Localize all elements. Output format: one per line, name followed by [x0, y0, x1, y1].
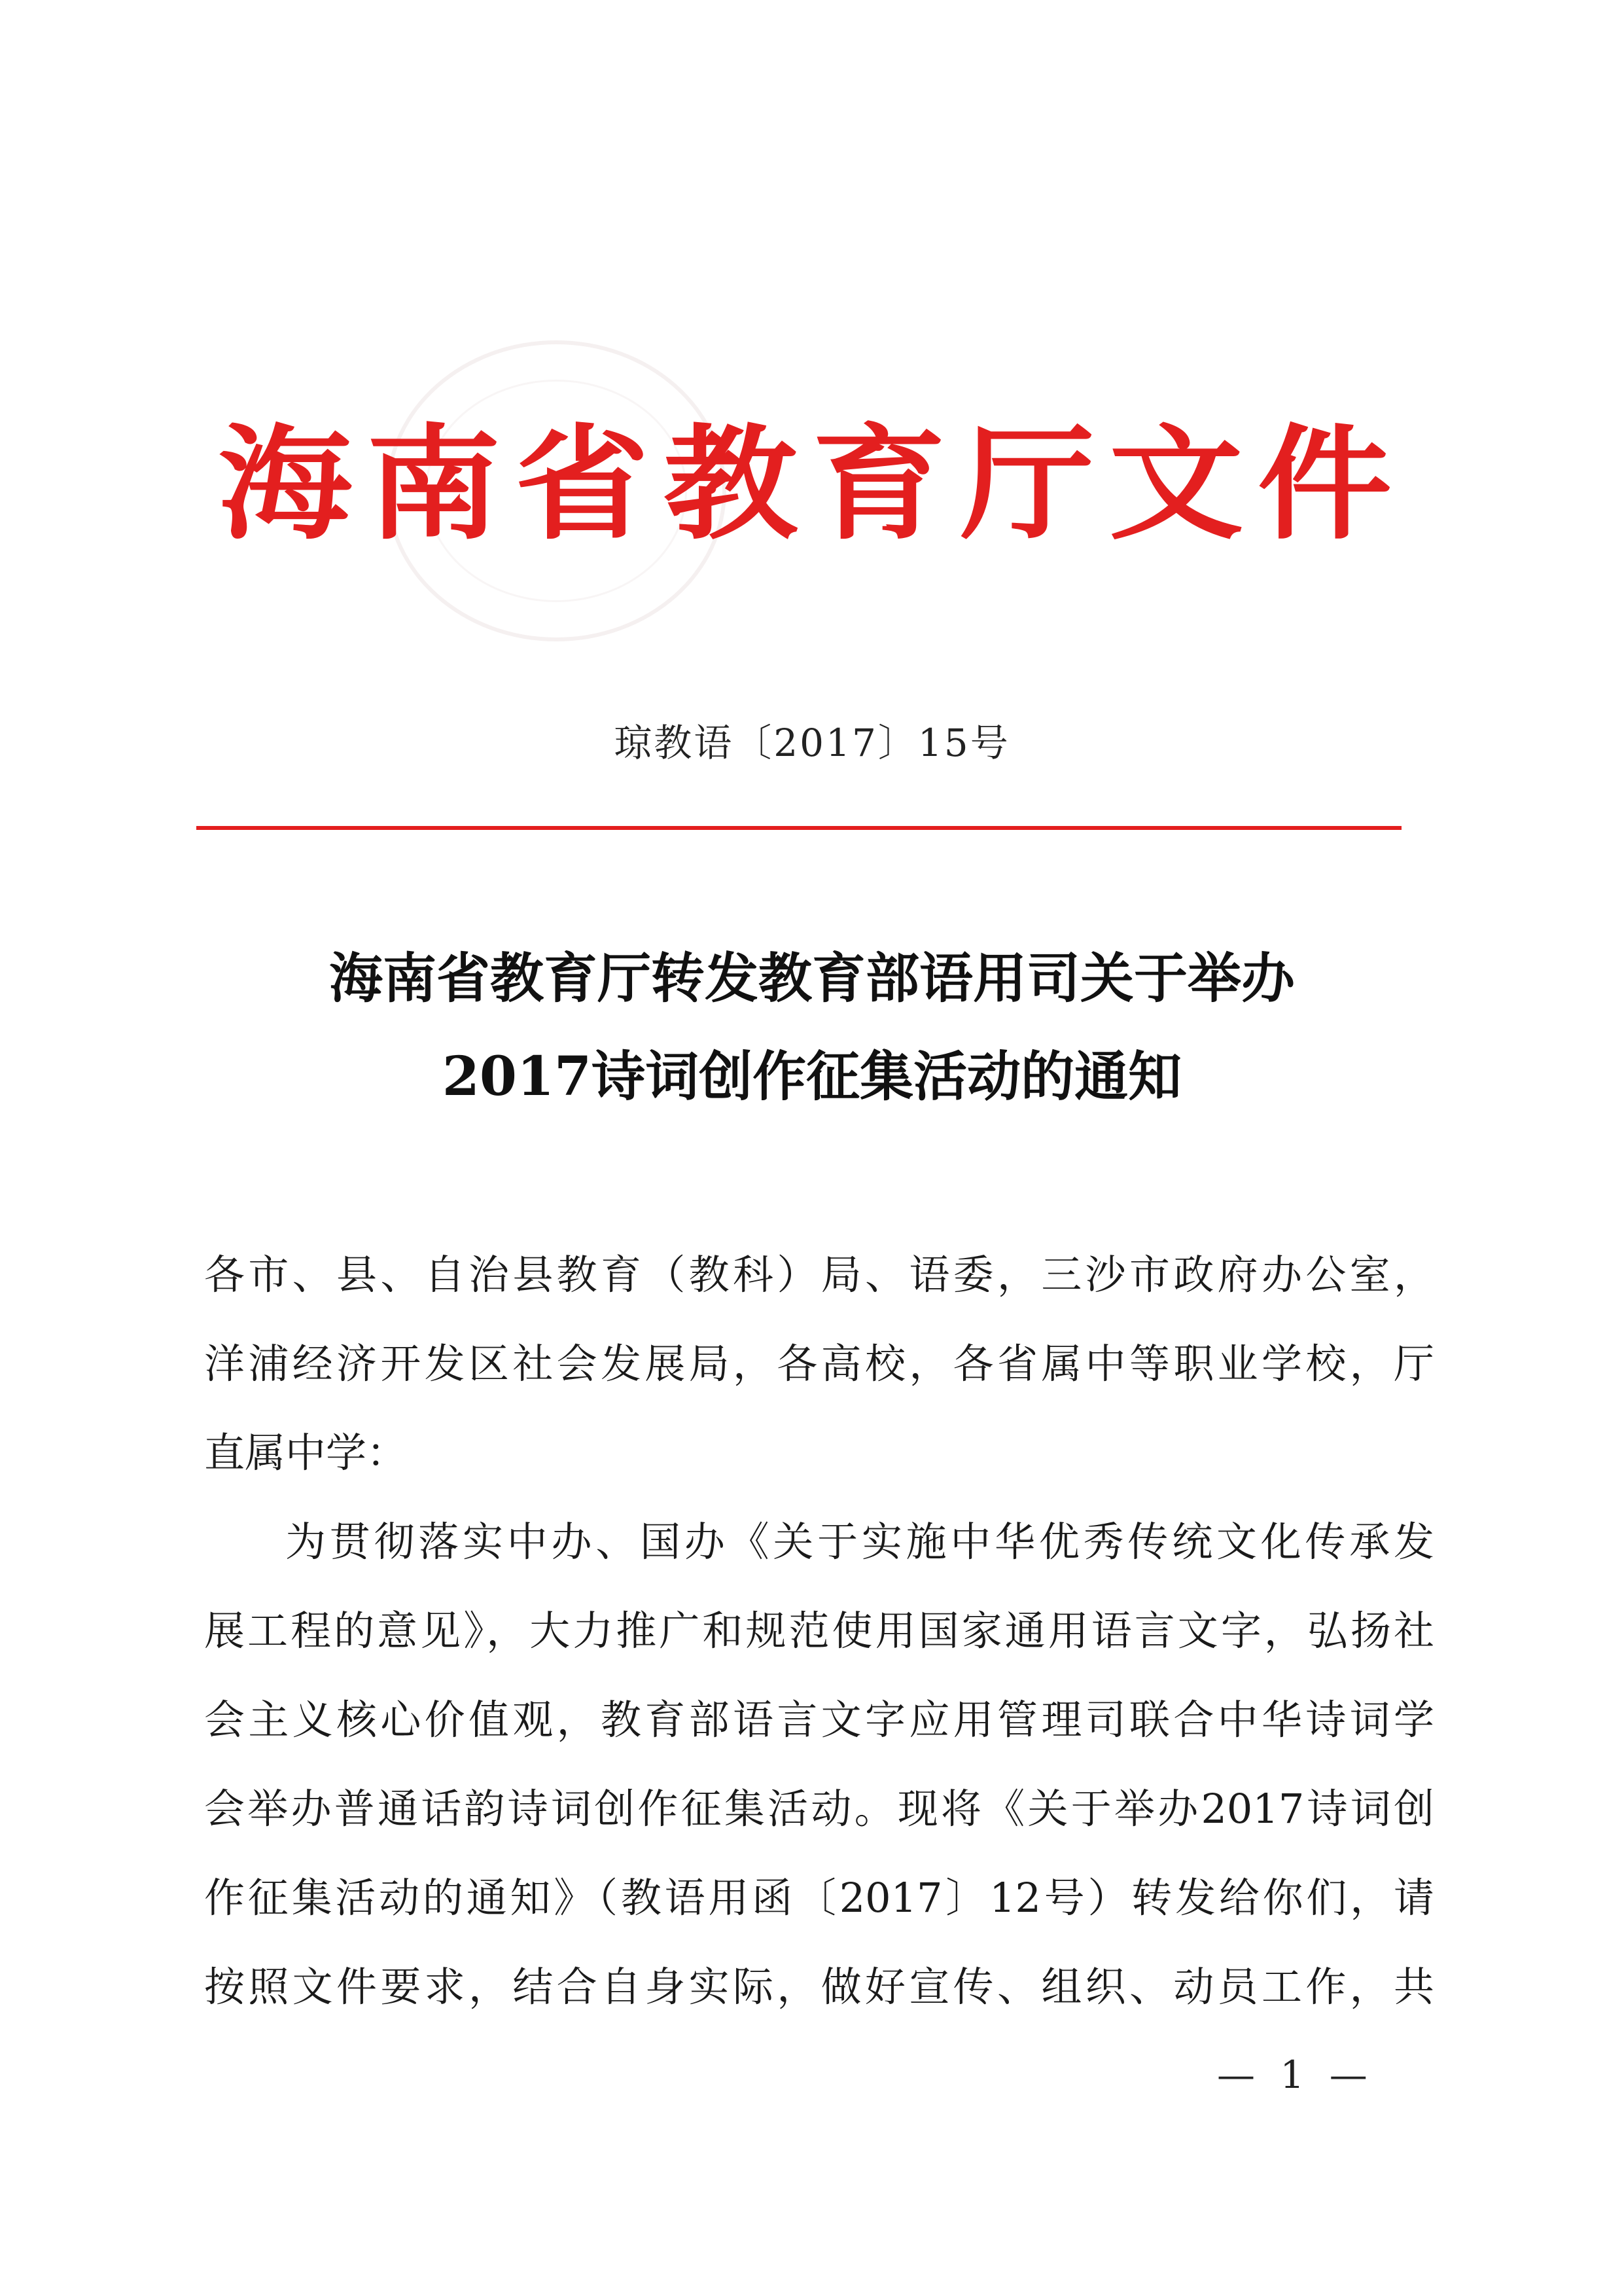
body-line-4: 会举办普通话韵诗词创作征集活动。现将《关于举办2017诗词创: [204, 1785, 1434, 1833]
recipients-line-3: 直属中学：: [204, 1429, 408, 1477]
notice-title-line-2: 2017诗词创作征集活动的通知: [442, 1045, 1182, 1108]
body-line-2: 展工程的意见》，大力推广和规范使用国家通用语言文字，弘扬社: [204, 1607, 1434, 1655]
body-line-6: 按照文件要求，结合自身实际，做好宣传、组织、动员工作，共: [204, 1963, 1434, 2011]
document-masthead: 海南省教育厅文件: [218, 412, 1406, 557]
document-number: 琼教语〔2017〕15号: [614, 721, 1010, 765]
red-separator-rule: [196, 826, 1402, 830]
page-number: — 1 —: [1217, 2053, 1374, 2097]
body-line-1: 为贯彻落实中办、国办《关于实施中华优秀传统文化传承发: [285, 1518, 1434, 1566]
notice-title: [0, 929, 1624, 1126]
document-body: [204, 1230, 1434, 2032]
body-line-3: 会主义核心价值观，教育部语言文字应用管理司联合中华诗词学: [204, 1696, 1434, 1744]
notice-title-line-1: 海南省教育厅转发教育部语用司关于举办: [328, 947, 1295, 1010]
recipients-line-2: 洋浦经济开发区社会发展局，各高校，各省属中等职业学校，厅: [204, 1340, 1434, 1388]
body-line-5: 作征集活动的通知》（教语用函〔2017〕12号）转发给你们，请: [204, 1874, 1434, 1922]
recipients-line-1: 各市、县、自治县教育（教科）局、语委，三沙市政府办公室，: [204, 1251, 1434, 1299]
